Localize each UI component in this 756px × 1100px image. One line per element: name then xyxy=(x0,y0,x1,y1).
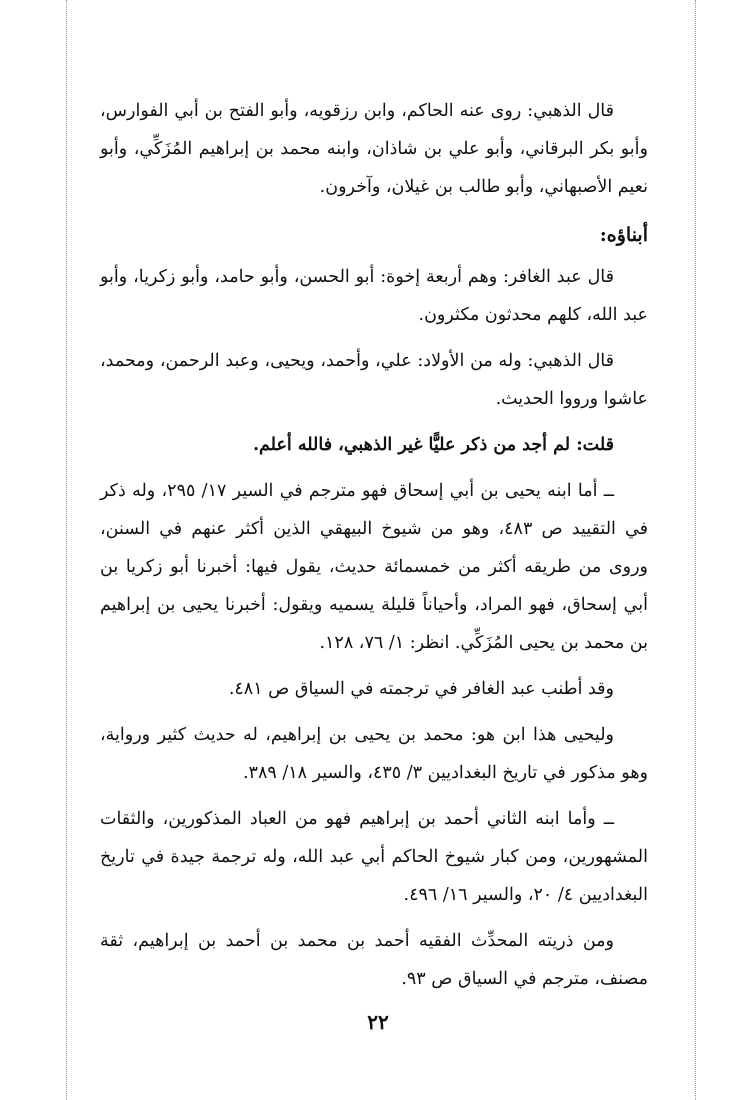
left-gutter-rule xyxy=(66,0,67,1100)
paragraph-dhahabi-narrators: قال الذهبي: روى عنه الحاكم، وابن رزقويه، وأبو الفتح بن أبي الفوارس، وأبو بكر البرقاني، وأبو علي بن شاذان، وابنه محمد بن إبراهيم المُزَكِّي، وأبو نعيم الأصبهاني، وأبو طالب بن غيلان، وآخرون. xyxy=(100,101,648,197)
paragraph-dhahabi-children: قال الذهبي: وله من الأولاد: علي، وأحمد، ويحيى، وعبد الرحمن، ومحمد، عاشوا ورووا الحديث. xyxy=(100,351,648,409)
paragraph-son-ahmad: ــ وأما ابنه الثاني أحمد بن إبراهيم فهو من العباد المذكورين، والثقات المشهورين، ومن كبار شيوخ الحاكم أبي عبد الله، وله ترجمة جيدة في تاريخ البغداديين ٤/ ٢٠، والسير ١٦/ ٤٩٦. xyxy=(100,809,648,905)
paragraph-descendant: ومن ذريته المحدِّث الفقيه أحمد بن محمد بن أحمد بن إبراهيم، ثقة مصنف، مترجم في السياق ص ٩٣. xyxy=(100,931,648,989)
paragraph-abd-al-ghafir-biography: وقد أطنب عبد الغافر في ترجمته في السياق ص ٤٨١. xyxy=(228,679,614,699)
page-body xyxy=(100,92,648,998)
paragraph-son-yahya: ــ أما ابنه يحيى بن أبي إسحاق فهو مترجم في السير ١٧/ ٢٩٥، وله ذكر في التقييد ص ٤٨٣، وهو من شيوخ البيهقي الذين أكثر عنهم في السنن، وروى من طريقه أكثر من خمسمائة حديث، يقول فيها: أخبرنا أبو زكريا بن أبي إسحاق، فهو المراد، وأحياناً قليلة يسميه ويقول: أخبرنا يحيى بن إبراهيم بن محمد بن يحيى المُزَكِّي. انظر: ١/ ٧٦، ١٢٨. xyxy=(100,481,648,653)
section-heading-sons: أبناؤه: xyxy=(599,224,648,246)
page-number: ٢٢ xyxy=(367,1010,389,1034)
paragraph-author-note: قلت: لم أجد من ذكر عليًّا غير الذهبي، فالله أعلم. xyxy=(252,435,614,455)
paragraph-abd-al-ghafir-sons: قال عبد الغافر: وهم أربعة إخوة: أبو الحسن، وأبو حامد، وأبو زكريا، وأبو عبد الله، كلهم محدثون مكثرون. xyxy=(100,267,648,325)
right-gutter-rule xyxy=(695,0,696,1100)
paragraph-yahya-son-muhammad: وليحيى هذا ابن هو: محمد بن يحيى بن إبراهيم، له حديث كثير ورواية، وهو مذكور في تاريخ البغداديين ٣/ ٤٣٥، والسير ١٨/ ٣٨٩. xyxy=(100,725,648,783)
